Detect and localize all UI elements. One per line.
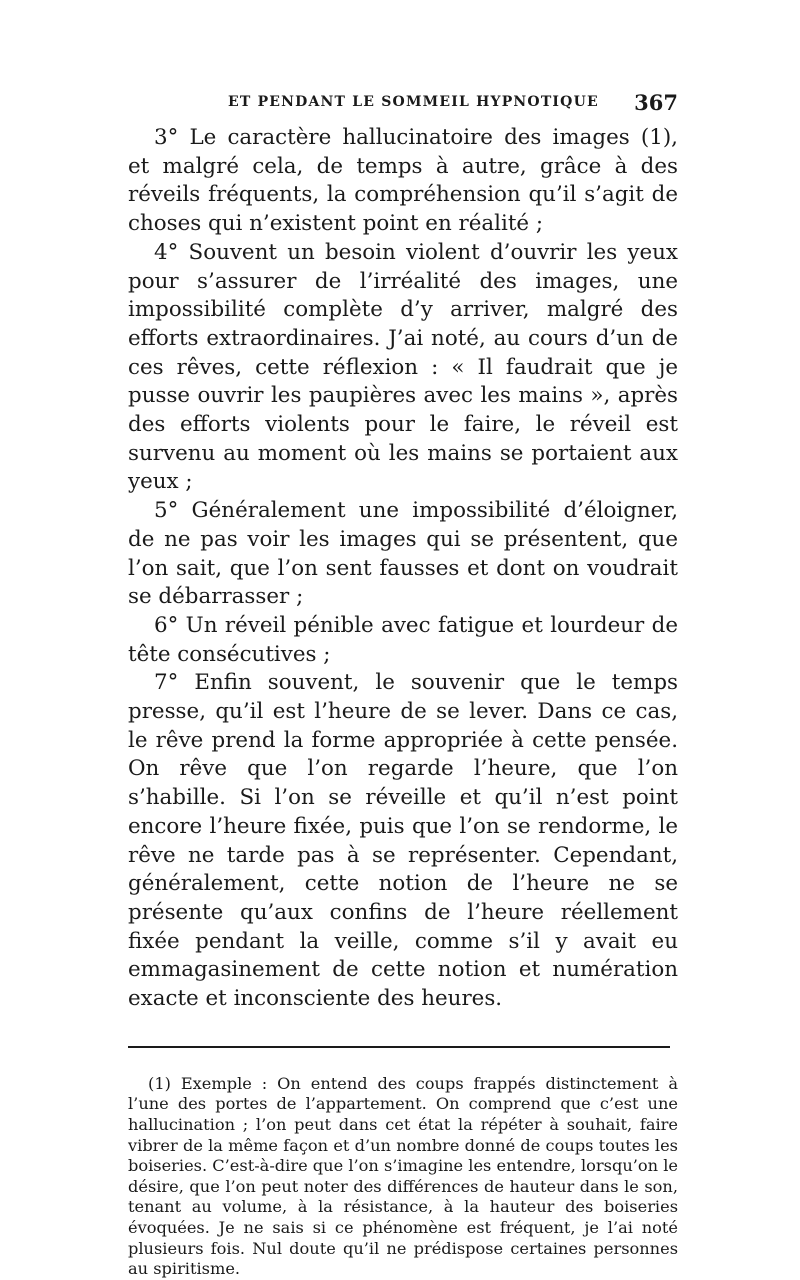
paragraph-item-7: 7° Enfin souvent, le souvenir que le temps presse, qu’il est l’heure de se lever. Dans ce cas, le rêve prend la forme appropriée à cette pensée. On rêve que l’on regarde l’heure, que l’on s’habille. Si l’on se réveille et qu’il n’est point encore l’heure fixée, puis que l’on se rendorme, le rêve ne tarde pas à se représenter. Cependant, généralement, cette notion de l’heure ne se présente qu’aux confins de l’heure réellement fixée pendant la veille, comme s’il y avait eu emmagasinement de cette notion et numération exacte et inconsciente des heures. <box>128 670 678 1012</box>
paragraph-item-6: 6° Un réveil pénible avec fatigue et lourdeur de tête consécutives ; <box>128 612 678 667</box>
paragraph-item-4: 4° Souvent un besoin violent d’ouvrir les yeux pour s’assurer de l’irréalité des images, une impossibilité complète d’y arriver, malgré des efforts extraordinaires. J’ai noté, au cours d’un de ces rêves, cette réflexion : « Il faudrait que je pusse ouvrir les paupières avec les mains », après des efforts violents pour le faire, le réveil est survenu au moment où les mains se portaient aux yeux ; <box>128 239 678 495</box>
running-head <box>128 90 678 116</box>
running-title: ET PENDANT LE SOMMEIL HYPNOTIQUE <box>228 94 599 110</box>
page-number: 367 <box>634 90 678 115</box>
footnote-separator <box>128 1046 670 1048</box>
body-text <box>128 124 678 1014</box>
paragraph-item-3: 3° Le caractère hallucinatoire des images (1), et malgré cela, de temps à autre, grâce à des réveils fréquents, la compréhension qu’il s’agit de choses qui n’existent point en réalité ; <box>128 125 678 237</box>
footnote-text: (1) Exemple : On entend des coups frappés distinctement à l’une des portes de l’appartement. On comprend que c’est une hallucination ; l’on peut dans cet état la répéter à souhait, faire vibrer de la même façon et d’un nombre donné de coups toutes les boiseries. C’est-à-dire que l’on s’imagine les entendre, lorsqu’on le désire, que l’on peut noter des différences de hauteur dans le son, tenant au volume, à la résistance, à la hauteur des boiseries évoquées. Je ne sais si ce phénomène est fréquent, je l’ai noté plusieurs fois. Nul doute qu’il ne prédispose certaines personnes au spiritisme. <box>128 1073 678 1279</box>
book-page <box>128 90 678 1280</box>
paragraph-item-5: 5° Généralement une impossibilité d’éloigner, de ne pas voir les images qui se présentent, que l’on sait, que l’on sent fausses et dont on voudrait se débarrasser ; <box>128 498 678 610</box>
footnote <box>128 1074 678 1280</box>
